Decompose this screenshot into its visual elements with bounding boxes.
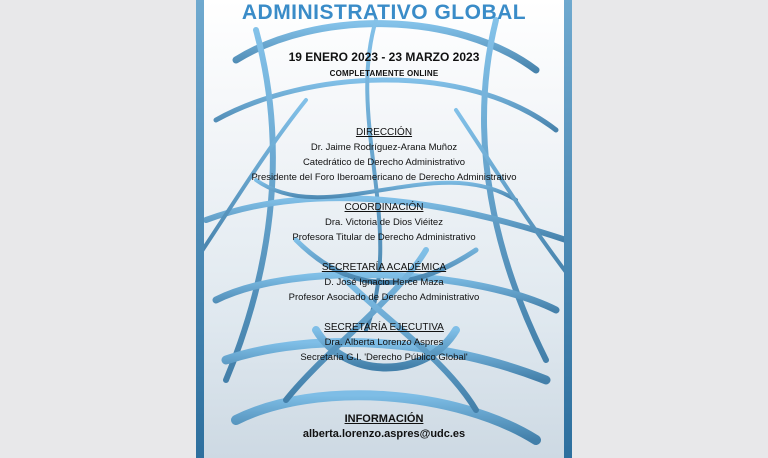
section-line: Profesora Titular de Derecho Administrativo: [292, 232, 476, 243]
section-line: D. José Ignacio Herce Maza: [324, 277, 444, 288]
poster-title: ADMINISTRATIVO GLOBAL: [241, 1, 527, 24]
section-line: Secretaria G.I. 'Derecho Público Global': [300, 352, 468, 363]
course-dates: 19 ENERO 2023 - 23 MARZO 2023: [288, 50, 480, 64]
section-line: Presidente del Foro Iberoamericano de Derecho Administrativo: [251, 172, 517, 183]
course-modality: COMPLETAMENTE ONLINE: [329, 69, 439, 78]
info-heading: INFORMACIÓN: [344, 413, 424, 425]
section-line: Dr. Jaime Rodríguez-Arana Muñoz: [310, 142, 458, 153]
section-line: Profesor Asociado de Derecho Administrativo: [288, 292, 480, 303]
info-section: [196, 409, 572, 440]
section-heading: DIRECCIÓN: [355, 127, 413, 138]
section-direccion: [196, 125, 572, 185]
section-heading: COORDINACIÓN: [344, 202, 424, 213]
section-line: Catedrático de Derecho Administrativo: [302, 157, 466, 168]
section-heading: SECRETARÍA EJECUTIVA: [324, 322, 444, 333]
section-secretaria-ejecutiva: [196, 320, 572, 365]
poster: [196, 0, 572, 458]
contact-email[interactable]: alberta.lorenzo.aspres@udc.es: [302, 428, 466, 440]
section-heading: SECRETARÍA ACADÉMICA: [321, 262, 447, 273]
section-line: Dra. Victoria de Dios Viéitez: [325, 217, 443, 228]
section-secretaria-academica: [196, 260, 572, 305]
poster-content: [196, 0, 572, 458]
section-line: Dra. Alberta Lorenzo Aspres: [324, 337, 444, 348]
section-coordinacion: [196, 200, 572, 245]
